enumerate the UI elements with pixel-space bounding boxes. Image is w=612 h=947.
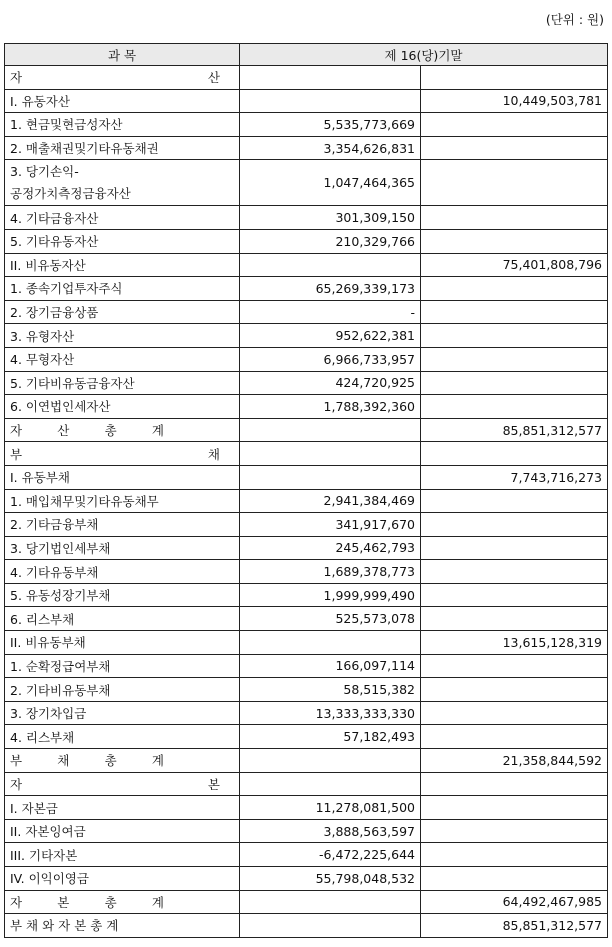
table-row: 4. 기타금융자산 301,309,150 [5, 206, 608, 230]
table-row: 2. 기타금융부채 341,917,670 [5, 513, 608, 537]
table-row: 1. 현금및현금성자산 5,535,773,669 [5, 113, 608, 137]
table-row: 1. 매입채무및기타유동채무 2,941,384,469 [5, 489, 608, 513]
table-row: III. 기타자본 -6,472,225,644 [5, 843, 608, 867]
balance-sheet-table [4, 43, 608, 938]
table-row: II. 비유동자산 75,401,808,796 [5, 253, 608, 277]
table-row: 5. 기타유동자산 210,329,766 [5, 229, 608, 253]
header-period: 제 16(당)기말 [240, 44, 608, 66]
table-row: 3. 유형자산 952,622,381 [5, 324, 608, 348]
table-row: 3. 당기법인세부채 245,462,793 [5, 536, 608, 560]
table-row: 5. 기타비유동금융자산 424,720,925 [5, 371, 608, 395]
table-row: 2. 장기금융상품 - [5, 300, 608, 324]
table-header-row [5, 44, 608, 66]
table-row: 6. 리스부채 525,573,078 [5, 607, 608, 631]
table-row: 4. 무형자산 6,966,733,957 [5, 347, 608, 371]
table-row: I. 자본금 11,278,081,500 [5, 796, 608, 820]
table-row: 3. 당기손익- 공정가치측정금융자산 1,047,464,365 [5, 160, 608, 206]
table-row: 2. 기타비유동부채 58,515,382 [5, 678, 608, 702]
table-row: I. 유동자산 10,449,503,781 [5, 89, 608, 113]
total-assets-row: 자 산 총 계 85,851,312,577 [5, 418, 608, 442]
table-row: 2. 매출채권및기타유동채권 3,354,626,831 [5, 136, 608, 160]
table-row: I. 유동부채 7,743,716,273 [5, 465, 608, 489]
unit-label: (단위 : 원) [545, 12, 604, 27]
table-row: 6. 이연법인세자산 1,788,392,360 [5, 395, 608, 419]
section-label-assets: 자 산 [5, 66, 240, 90]
table-row: II. 자본잉여금 3,888,563,597 [5, 819, 608, 843]
section-row-liabilities: 부 채 [5, 442, 608, 466]
table-row: 4. 기타유동부채 1,689,378,773 [5, 560, 608, 584]
total-liabilities-row: 부 채 총 계 21,358,844,592 [5, 749, 608, 773]
total-liabilities-equity-row: 부 채 와 자 본 총 계 85,851,312,577 [5, 914, 608, 938]
total-equity-row: 자 본 총 계 64,492,467,985 [5, 890, 608, 914]
section-row-assets [5, 66, 608, 90]
table-row: 4. 리스부채 57,182,493 [5, 725, 608, 749]
table-row: 1. 순확정급여부채 166,097,114 [5, 654, 608, 678]
table-row: 5. 유동성장기부채 1,999,999,490 [5, 583, 608, 607]
section-row-equity: 자 본 [5, 772, 608, 796]
table-row: II. 비유동부채 13,615,128,319 [5, 631, 608, 655]
header-subject: 과 목 [5, 44, 240, 66]
table-row: 1. 종속기업투자주식 65,269,339,173 [5, 277, 608, 301]
table-row: 3. 장기차입금 13,333,333,330 [5, 701, 608, 725]
table-row: IV. 이익이영금 55,798,048,532 [5, 867, 608, 891]
